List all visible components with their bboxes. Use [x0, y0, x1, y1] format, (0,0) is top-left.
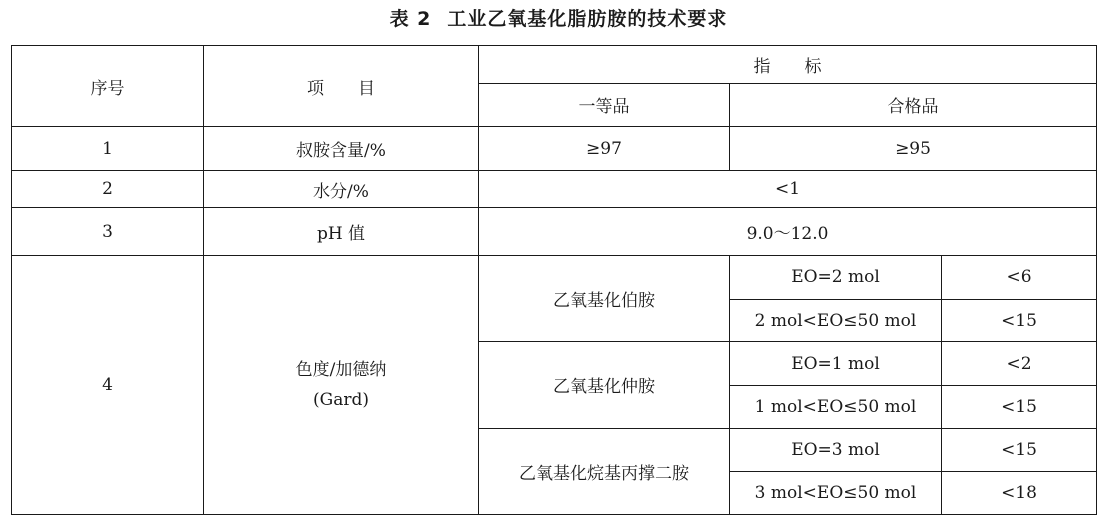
- group-condition: 2 mol<EO≤50 mol: [730, 299, 942, 342]
- group-name: 乙氧基化烷基丙撑二胺: [479, 428, 730, 514]
- row-4-seq: 4: [12, 256, 204, 515]
- group-condition: 1 mol<EO≤50 mol: [730, 385, 942, 428]
- table-row: [12, 256, 1097, 300]
- group-condition: 3 mol<EO≤50 mol: [730, 472, 942, 515]
- table-caption: [0, 0, 1117, 38]
- group-limit: <18: [942, 472, 1097, 515]
- group-condition: EO=3 mol: [730, 428, 942, 472]
- row-4-item-line2: (Gard): [312, 390, 369, 411]
- table-number: 表 2: [389, 8, 432, 30]
- header-row-1: [12, 46, 1097, 84]
- group-condition: EO=1 mol: [730, 342, 942, 386]
- group-limit: <15: [942, 299, 1097, 342]
- row-2-value: <1: [479, 170, 1097, 208]
- group-condition: EO=2 mol: [730, 256, 942, 300]
- row-3-item: pH 值: [204, 208, 479, 256]
- header-seq: 序号: [12, 46, 204, 127]
- table-row: [12, 127, 1097, 171]
- row-4-item: [204, 256, 479, 515]
- row-1-seq: 1: [12, 127, 204, 171]
- header-indicator: 指 标: [479, 46, 1097, 84]
- table-title: 工业乙氧基化脂肪胺的技术要求: [447, 8, 728, 30]
- row-1-item: 叔胺含量/%: [204, 127, 479, 171]
- group-limit: <15: [942, 428, 1097, 472]
- group-name: 乙氧基化仲胺: [479, 342, 730, 428]
- header-grade-first: 一等品: [479, 83, 730, 127]
- row-2-seq: 2: [12, 170, 204, 208]
- header-grade-qualified: 合格品: [730, 83, 1097, 127]
- row-1-qualified: ≥95: [730, 127, 1097, 171]
- group-limit: <2: [942, 342, 1097, 386]
- row-3-value: 9.0～12.0: [479, 208, 1097, 256]
- row-4-item-line1: 色度/加德纳: [295, 360, 387, 381]
- technical-requirements-table: [11, 45, 1097, 515]
- row-1-first: ≥97: [479, 127, 730, 171]
- table-row: [12, 208, 1097, 256]
- group-name: 乙氧基化伯胺: [479, 256, 730, 342]
- group-limit: <15: [942, 385, 1097, 428]
- row-2-item: 水分/%: [204, 170, 479, 208]
- group-limit: <6: [942, 256, 1097, 300]
- header-item: 项 目: [204, 46, 479, 127]
- row-3-seq: 3: [12, 208, 204, 256]
- table-row: [12, 170, 1097, 208]
